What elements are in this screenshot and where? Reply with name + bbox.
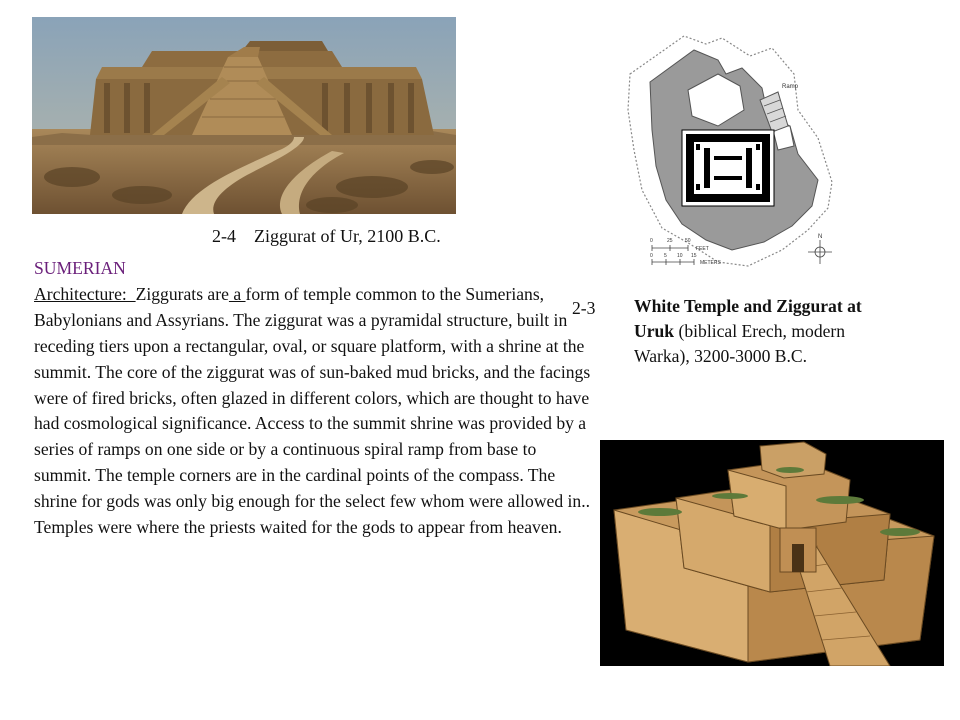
figure-number-uruk: 2-3 xyxy=(572,298,596,318)
architecture-label: Architecture: xyxy=(34,283,136,304)
body-text-block xyxy=(34,256,592,541)
figure-caption-text: Ziggurat of Ur, 2100 B.C. xyxy=(254,226,441,246)
body-text-part-2: a xyxy=(228,283,246,304)
north-arrow-icon xyxy=(808,234,832,264)
figure-caption-uruk xyxy=(634,294,894,369)
scale-meters-10: 10 xyxy=(677,253,683,259)
ziggurat-of-ur-image xyxy=(32,17,456,214)
scale-meters-5: 5 xyxy=(664,253,667,259)
scale-feet-0: 0 xyxy=(650,238,653,244)
site-plan-drawing xyxy=(622,30,840,270)
figure-number: 2-4 xyxy=(212,226,236,246)
body-text-part-1: Ziggurats are xyxy=(135,283,229,304)
section-heading: SUMERIAN xyxy=(34,258,126,278)
ziggurat-of-ur-photo xyxy=(32,17,456,214)
reconstruction-drawing xyxy=(600,440,944,666)
uruk-site-plan xyxy=(622,30,840,270)
scale-meters-unit: METERS xyxy=(700,260,721,266)
figure-caption-uruk-title: White Temple and Ziggurat at Uruk xyxy=(634,296,862,341)
scale-feet-25: 25 xyxy=(667,238,673,244)
north-label: N xyxy=(818,234,823,240)
ziggurat-reconstruction-image xyxy=(600,440,944,666)
scale-feet-50: 50 xyxy=(685,238,691,244)
body-text-part-3: form of temple common to the Sumerians, Babylonians and Assyrians. The ziggurat was a pyramidal structure, built in receding tiers upon a rectangular, oval, or square platform, with a shrine at the summit. The core of the ziggurat was of sun-baked mud bricks, and the facings were of fired bricks, often glazed in different colors, which are thought to have had cosmological significance. Access to the summit shrine was provided by a series of ramps on one side or by a continuous spiral ramp from base to summit. The temple corners are in the cardinal points of the compass. The shrine for gods was only big enough for the select few whom were allowed in.. Temples were where the priests waited for the gods to appear from heaven. xyxy=(34,283,591,538)
scale-meters-15: 15 xyxy=(691,253,697,259)
scale-meters-0: 0 xyxy=(650,253,653,259)
scale-feet-unit: FEET xyxy=(696,246,709,252)
figure-caption-ur xyxy=(212,226,441,247)
ramp-label: Ramp xyxy=(782,84,799,90)
figure-caption-uruk-rest: (biblical Erech, modern Warka), 3200-3000 B.C. xyxy=(634,321,846,366)
